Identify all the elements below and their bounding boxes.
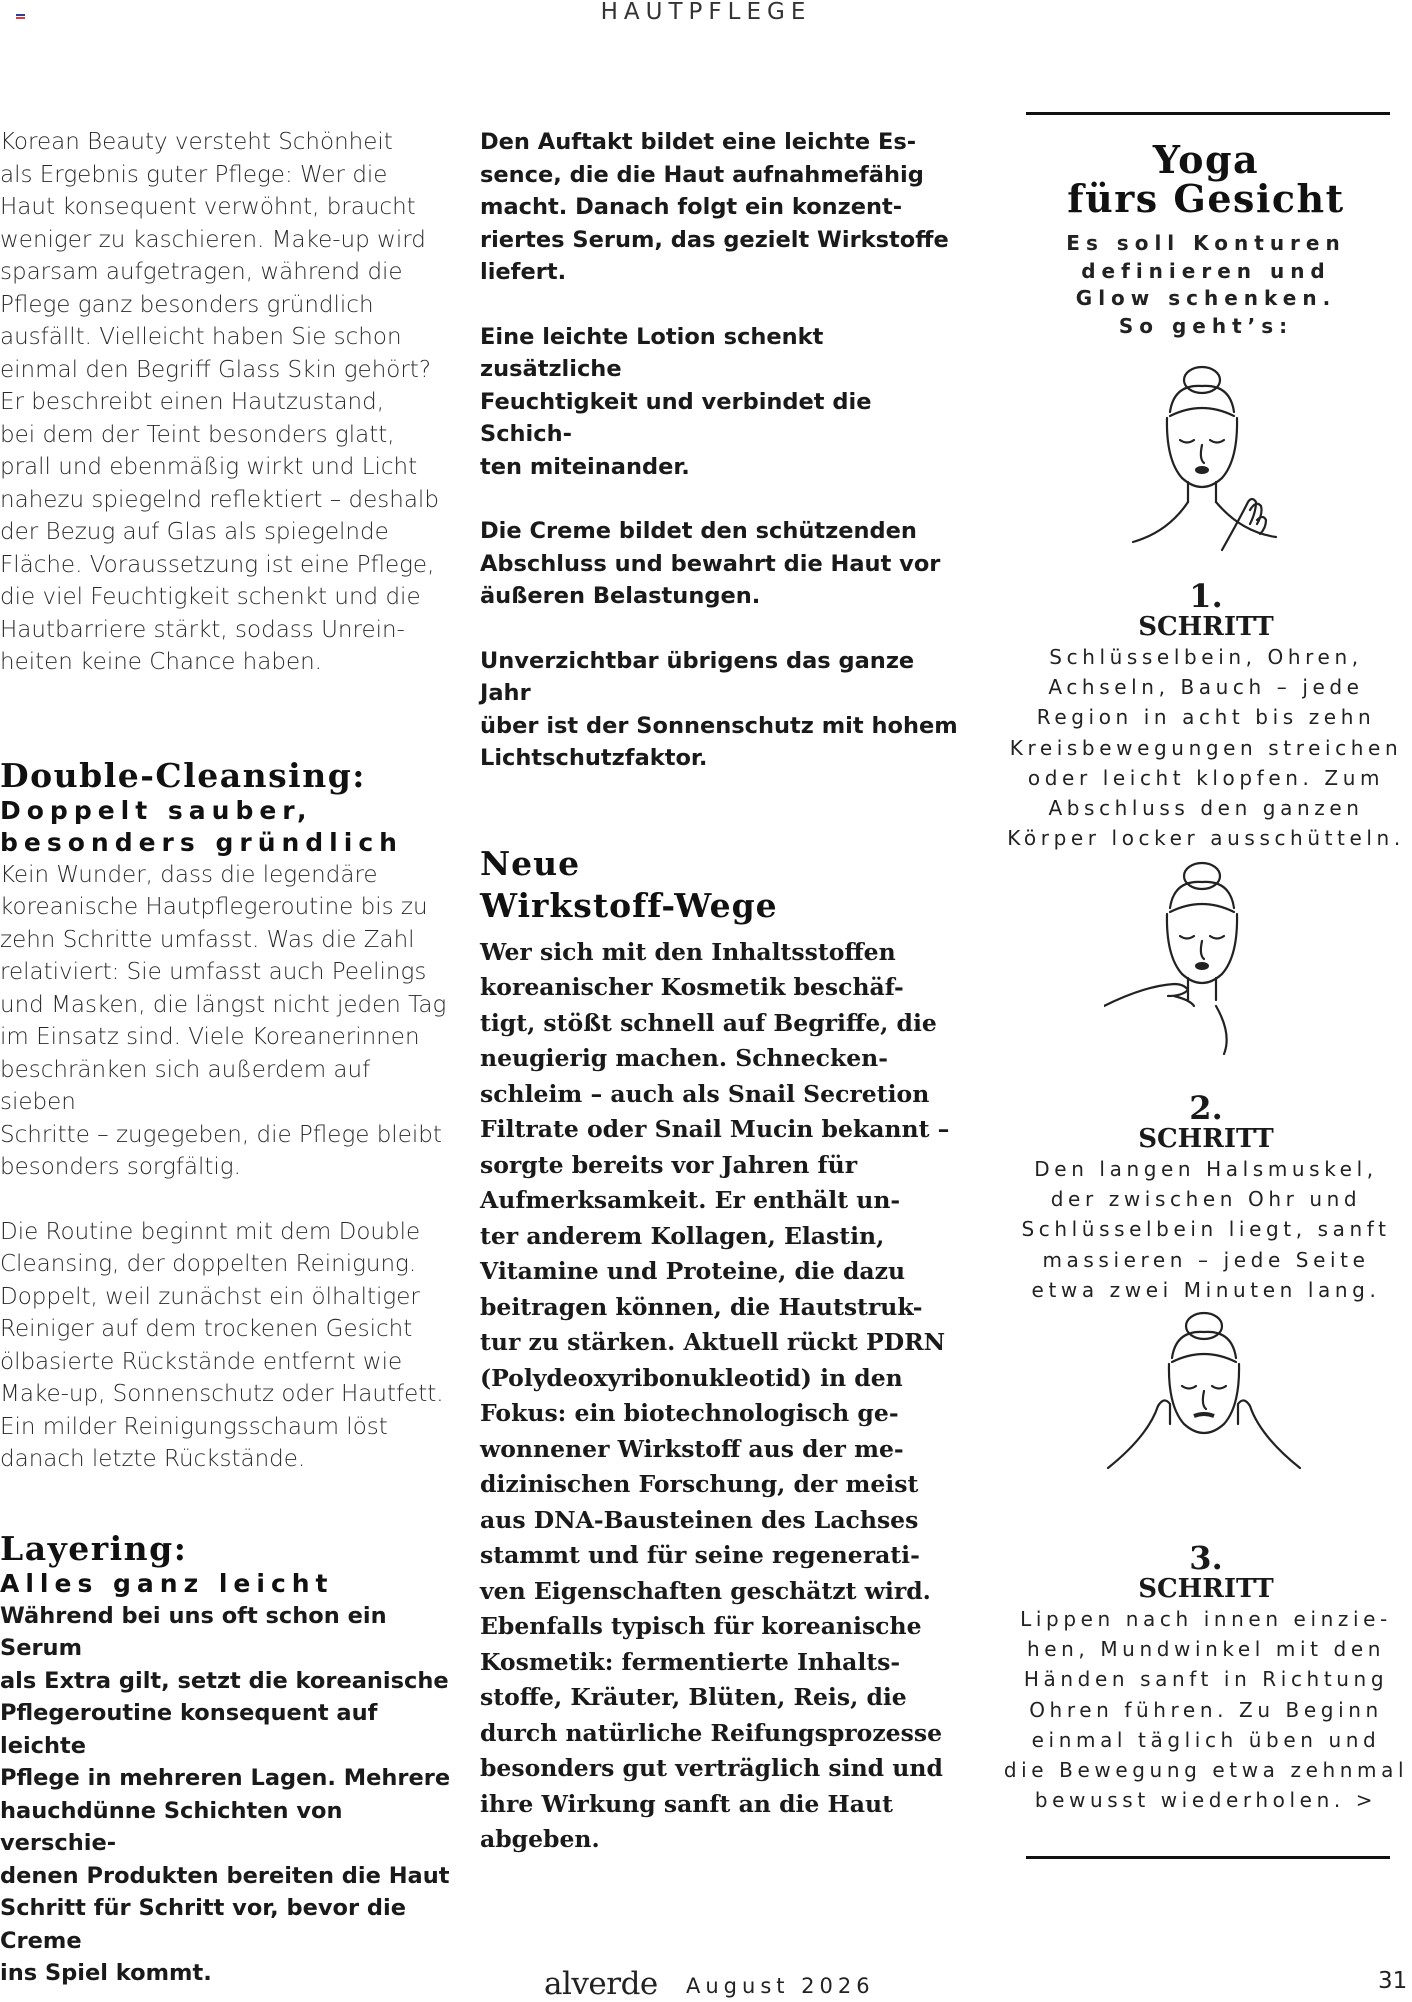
sunscreen-paragraph: Unverzichtbar übrigens das ganze Jahr über ist der Sonnenschutz mit hohem Lichtschutzfaktor. [480,647,958,771]
layering-subheading: Alles ganz leicht [0,1568,334,1598]
essence-paragraph: Den Auftakt bildet eine leichte Es- sence, die die Haut aufnahmefähig macht. Danach folgt ein konzent- riertes Serum, das gezielt Wirkstoffe liefert. [480,129,949,285]
face-neck-stroke-illustration-icon [1112,360,1292,570]
step-2-label: SCHRITT [1138,1124,1274,1154]
double-cleansing-heading: Double-Cleansing: [0,755,366,795]
face-neck-massage-illustration-icon [1104,856,1294,1066]
intro-paragraph: Korean Beauty versteht Schönheit als Ergebnis guter Pflege: Wer die Haut konsequent verwöhnt, braucht weniger zu kaschieren. Make-up wird sparsam aufgetragen, während die Pflege ganz besonders gründlich ausfällt. Vielleicht haben Sie schon einmal den Begriff Glass Skin gehört? Er beschreibt einen Hautzustand, bei dem der Teint besonders glatt, prall und ebenmäßig wirkt und Licht nahezu spiegelnd reflektiert – deshalb der Bezug auf Glas als spiegelnde Fläche. Voraussetzung ist eine Pflege, die viel Feuchtigkeit schenkt und die Hautbarriere stärkt, sodass Unrein- heiten keine Chance haben. [0,129,439,675]
step-3-number: 3. [1189,1539,1223,1577]
brand-logo: alverde [544,1966,658,2002]
step-1-text: Schlüsselbein, Ohren, Achseln, Bauch – jede Region in acht bis zehn Kreisbewegungen streichen oder leicht klopfen. Zum Abschluss den ganzen Körper locker ausschütteln. [1007,645,1405,851]
double-cleansing-paragraph-2: Die Routine beginnt mit dem Double Cleansing, der doppelten Reinigung. Doppelt, weil zunächst ein ölhaltiger Reiniger auf dem trockenen Gesicht ölbasierte Rückstände entfernt wie Make-up, Sonnenschutz oder Hautfett. Ein milder Reinigungsschaum löst danach letzte Rückstände. [0,1218,444,1472]
box-bottom-rule [1026,1856,1390,1859]
double-cleansing-subheading: Doppelt sauber, besonders gründlich [0,795,403,857]
wirkstoff-paragraph: Wer sich mit den Inhaltsstoffen koreanischer Kosmetik beschäf- tigt, stößt schnell auf Begriffe, die neugierig machen. Schnecken- schleim – auch als Snail Secretion Filtrate oder Snail Mucin bekannt – sorgte bereits vor Jahren für Aufmerksamkeit. Er enthält un- ter anderem Kollagen, Elastin, Vitamine und Proteine, die dazu beitragen können, die Hautstruk- tur zu stärken. Aktuell rückt PDRN (Polydeoxyribonukleotid) in den Fokus: ein biotechnologisch ge- wonnener Wirkstoff aus der me- dizinischen Forschung, der meist aus DNA-Bausteinen des Lachses stammt und für seine regenerati- ven Eigenschaften geschätzt wird. Ebenfalls typisch für koreanische Kosmetik: fermentierte Inhalts- stoffe, Kräuter, Blüten, Reis, die durch natürliche Reifungsprozesse besonders gut verträglich sind und ihre Wirkung sanft an die Haut abgeben. [480,937,950,1853]
middle-column [480,126,970,1858]
face-cheek-lift-illustration-icon [1106,1306,1302,1516]
box-top-rule [1026,112,1390,115]
step-2-number: 2. [1189,1089,1223,1127]
issue-date: August 2026 [686,1974,875,1998]
page-number: 31 [1378,1968,1408,1994]
cream-paragraph: Die Creme bildet den schützenden Abschluss und bewahrt die Haut vor äußeren Belastungen. [480,518,941,609]
layering-heading: Layering: [0,1528,188,1568]
wirkstoff-heading: Neue Wirkstoff-Wege [480,843,778,925]
lotion-paragraph: Eine leichte Lotion schenkt zusätzliche Feuchtigkeit und verbindet die Schich- ten miteinander. [480,323,872,480]
step-1-number: 1. [1189,577,1223,615]
double-cleansing-paragraph-1: Kein Wunder, dass die legendäre koreanische Hautpflegeroutine bis zu zehn Schritte umfasst. Was die Zahl relativiert: Sie umfasst auch Peelings und Masken, die längst nicht jeden Tag im Einsatz sind. Viele Koreanerinnen beschränken sich außerdem auf sieben Schritte – zugegeben, die Pflege bleibt besonders sorgfältig. [0,861,447,1180]
layering-paragraph: Während bei uns oft schon ein Serum als Extra gilt, setzt die koreanische Pflegeroutine konsequent auf leichte Pflege in mehreren Lagen. Mehrere hauchdünne Schichten von verschie- denen Produkten bereiten die Haut Schritt für Schritt vor, bevor die Creme ins Spiel kommt. [0,1602,451,1986]
box-title: Yoga fürs Gesicht [1067,137,1345,221]
step-2-text: Den langen Halsmuskel, der zwischen Ohr und Schlüsselbein liegt, sanft massieren – jede Seite etwa zwei Minuten lang. [1021,1157,1391,1302]
step-3-text: Lippen nach innen einzie- hen, Mundwinkel mit den Händen sanft in Richtung Ohren führen. Zu Beginn einmal täglich üben und die Bewegung etwa zehnmal bewusst wiederholen. > [1003,1607,1409,1813]
box-intro: Es soll Konturen definieren und Glow schenken. So geht’s: [1066,231,1346,338]
left-column [0,126,452,1990]
section-title: HAUTPFLEGE [600,0,812,25]
step-1-label: SCHRITT [1138,612,1274,642]
step-3-label: SCHRITT [1138,1574,1274,1604]
